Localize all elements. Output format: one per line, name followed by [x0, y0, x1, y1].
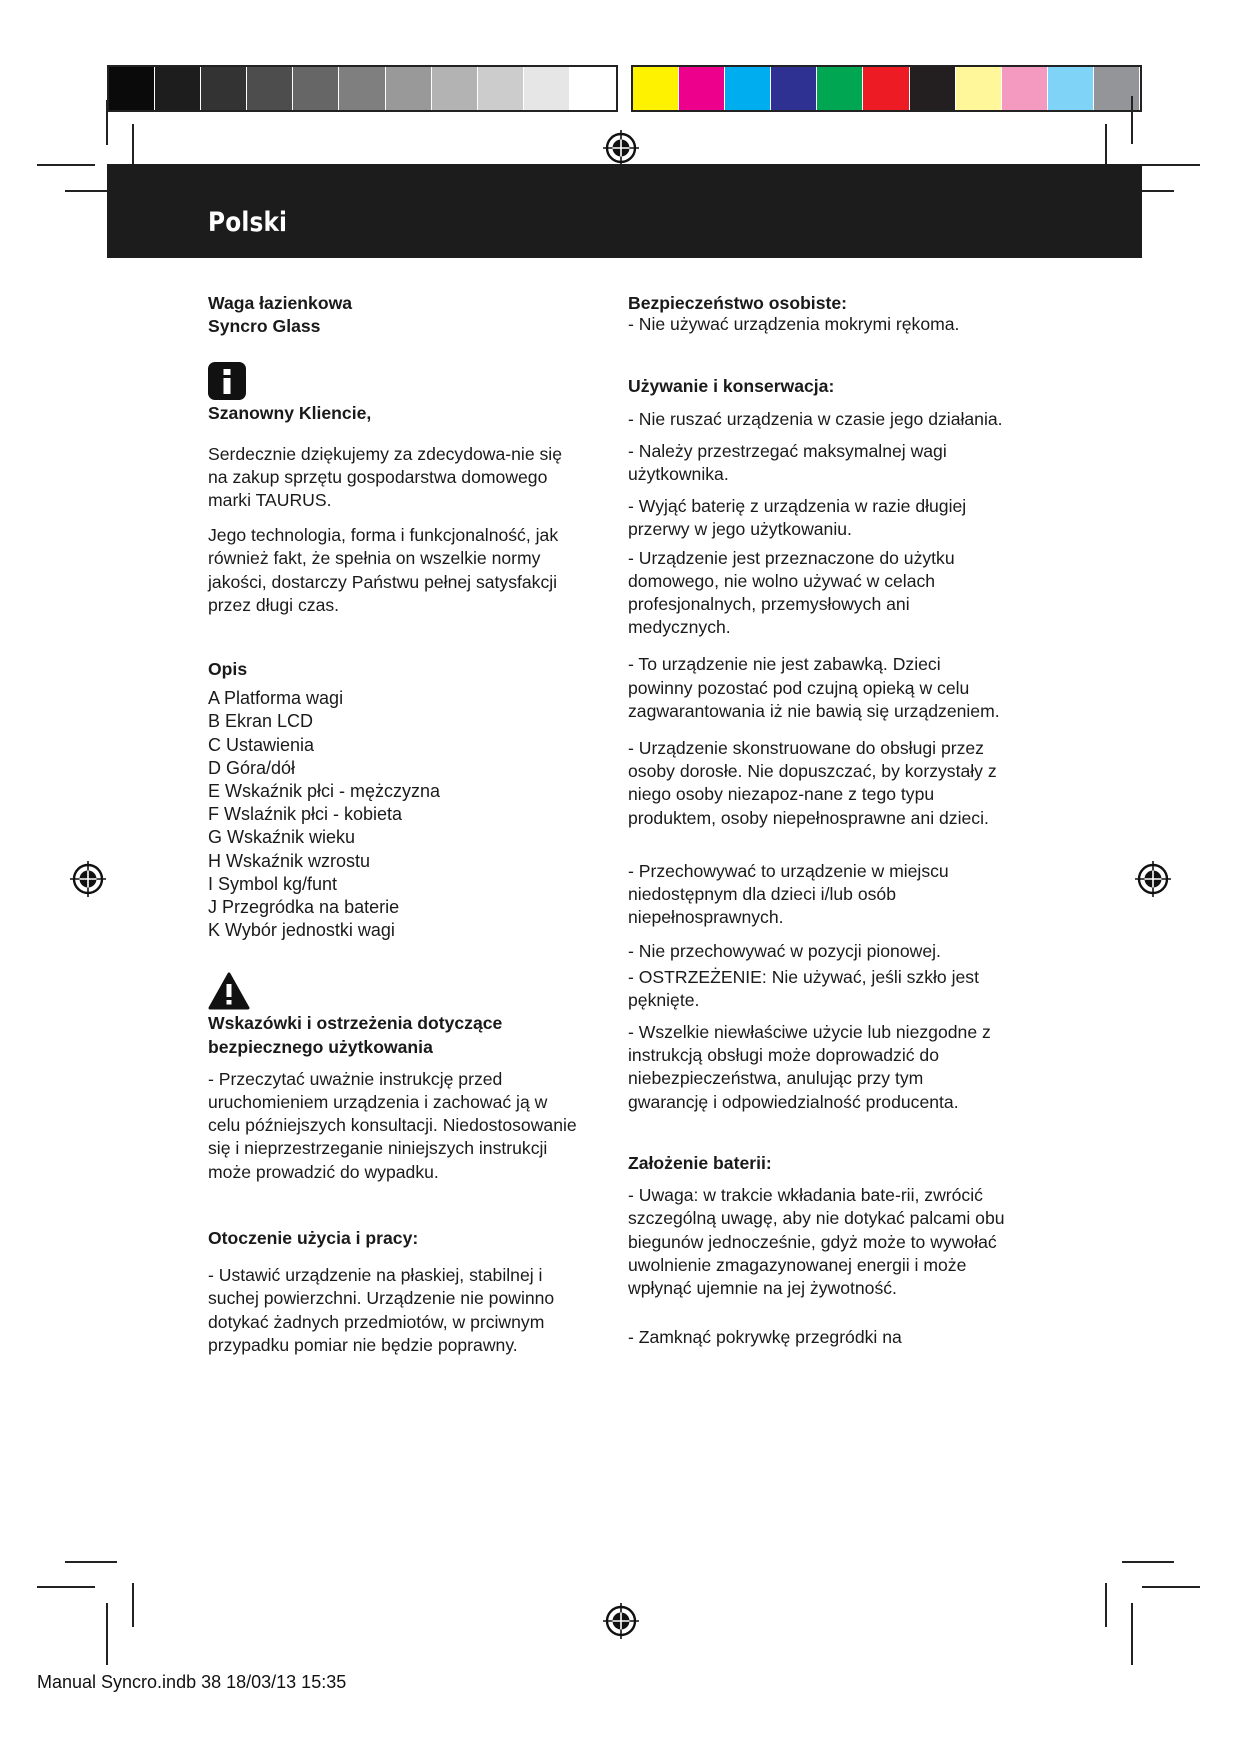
personal-safety-heading: Bezpieczeństwo osobiste: [628, 293, 847, 313]
environment-heading: Otoczenie użycia i pracy: [208, 1227, 419, 1248]
description-item-b: B Ekran LCD [208, 711, 314, 732]
color-swatch [910, 67, 956, 110]
description-item-k: K Wybór jednostki wagi [208, 920, 395, 941]
color-swatch [432, 67, 478, 110]
crop-mark [1142, 1586, 1200, 1588]
crop-mark [65, 1561, 117, 1563]
color-swatch [109, 67, 155, 110]
registration-mark-icon [601, 1601, 641, 1641]
color-swatch [863, 67, 909, 110]
description-list [208, 687, 578, 942]
description-item-g: G Wskaźnik wieku [208, 827, 356, 848]
crop-mark [1131, 96, 1133, 144]
environment-paragraph-1: - Ustawić urządzenie na płaskiej, stabilnej i suchej powierzchni. Urządzenie nie powinno dotykać żadnych przedmiotów, w prciwnym przypadku pomiar nie będzie poprawny. [208, 1265, 555, 1355]
use-paragraph-1: - Nie ruszać urządzenia w czasie jego działania. [628, 408, 1003, 429]
description-item-c: C Ustawienia [208, 734, 315, 755]
color-swatch [386, 67, 432, 110]
registration-mark-icon [1133, 859, 1173, 899]
color-swatch [570, 67, 616, 110]
color-swatch [1002, 67, 1048, 110]
color-calibration-bar [631, 65, 1142, 112]
color-swatch [478, 67, 524, 110]
description-item-d: D Góra/dół [208, 757, 296, 778]
battery-paragraph-1: - Uwaga: w trakcie wkładania bate-rii, zwrócić szczególną uwagę, aby nie dotykać palcami obu biegunów jednocześnie, gdyż może to wywołać uwolnienie zmagazynowanej energii i może wpłynąć ujemnie na jej żywotność. [628, 1185, 1005, 1298]
safety-heading: Wskazówki i ostrzeżenia dotyczące bezpiecznego użytkowania [208, 1013, 503, 1057]
personal-safety-paragraph-1: - Nie używać urządzenia mokrymi rękoma. [628, 314, 960, 335]
left-column [208, 292, 578, 1357]
product-name-line1: Waga łazienkowa [208, 293, 353, 313]
crop-mark [1122, 1561, 1174, 1563]
battery-paragraph-2: - Zamknąć pokrywkę przegródki na [628, 1327, 902, 1348]
language-title: Polski [208, 207, 288, 238]
use-paragraph-3: - Wyjąć baterię z urządzenia w razie długiej przerwy w jego użytkowaniu. [628, 496, 967, 540]
greeting: Szanowny Kliencie, [208, 403, 372, 424]
print-slug: Manual Syncro.indb 38 18/03/13 15:35 [37, 1672, 347, 1692]
description-item-i: I Symbol kg/funt [208, 873, 338, 894]
intro-paragraph-2: Jego technologia, forma i funkcjonalność, jak również fakt, że spełnia on wszelkie normy jakości, dostarczy Państwu pełnej satysfakcji przez długi czas. [208, 525, 559, 615]
description-item-j: J Przegródka na baterie [208, 897, 400, 918]
intro-paragraph-1: Serdecznie dziękujemy za zdecydowa-nie się na zakup sprzętu gospodarstwa domowego marki TAURUS. [208, 443, 563, 511]
crop-mark [1142, 164, 1200, 166]
use-paragraph-6: - Urządzenie skonstruowane do obsługi przez osoby dorosłe. Nie dopuszczać, by korzystały z niego osoby niezapoz-nane z tego typu produktem, osoby niepełnosprawne ani dzieci. [628, 738, 997, 828]
color-swatch [817, 67, 863, 110]
registration-mark-icon [68, 859, 108, 899]
color-swatch [339, 67, 385, 110]
color-swatch [725, 67, 771, 110]
description-heading: Opis [208, 659, 248, 680]
crop-mark [132, 1583, 134, 1627]
color-swatch [633, 67, 679, 110]
language-header-band [107, 164, 1142, 258]
product-name-line2: Syncro Glass [208, 316, 321, 337]
crop-mark [37, 1586, 95, 1588]
color-swatch [1048, 67, 1094, 110]
warning-icon [208, 972, 250, 1010]
use-paragraph-8: - Nie przechowywać w pozycji pionowej. [628, 941, 941, 962]
crop-mark [106, 1603, 108, 1665]
info-icon [208, 362, 246, 400]
battery-heading: Założenie baterii: [628, 1152, 772, 1173]
color-swatch [771, 67, 817, 110]
crop-mark [1105, 1583, 1107, 1627]
color-swatch [679, 67, 725, 110]
description-item-f: F Wslaźnik płci - kobieta [208, 804, 403, 825]
use-maintenance-heading: Używanie i konserwacja: [628, 376, 835, 397]
description-item-e: E Wskaźnik płci - mężczyzna [208, 781, 441, 802]
crop-mark [37, 164, 95, 166]
color-swatch [524, 67, 570, 110]
use-paragraph-2: - Należy przestrzegać maksymalnej wagi użytkownika. [628, 440, 947, 485]
crop-mark [106, 100, 108, 145]
registration-mark-icon [601, 128, 641, 168]
use-paragraph-4: - Urządzenie jest przeznaczone do użytku domowego, nie wolno używać w celach profesjonalnych, przemysłowych ani medycznych. [628, 547, 955, 638]
color-swatch [201, 67, 247, 110]
right-column [628, 292, 1008, 1349]
use-paragraph-7: - Przechowywać to urządzenie w miejscu niedostępnym dla dzieci i/lub osób niepełnosprawnych. [628, 860, 949, 928]
crop-mark [1131, 1603, 1133, 1665]
color-swatch [956, 67, 1002, 110]
description-item-a: A Platforma wagi [208, 688, 344, 709]
description-item-h: H Wskaźnik wzrostu [208, 850, 371, 871]
color-swatch [155, 67, 201, 110]
color-swatch [247, 67, 293, 110]
safety-paragraph-1: - Przeczytać uważnie instrukcję przed uruchomieniem urządzenia i zachować ją w celu późniejszych konsultacji. Niedostosowanie się i nieprzestrzeganie niniejszych instrukcji może prowadzić do wypadku. [208, 1068, 577, 1182]
gray-calibration-bar [107, 65, 618, 112]
use-paragraph-9: - OSTRZEŻENIE: Nie używać, jeśli szkło jest pęknięte. [628, 966, 979, 1010]
color-swatch [293, 67, 339, 110]
use-paragraph-10: - Wszelkie niewłaściwe użycie lub niezgodne z instrukcją obsługi może doprowadzić do niebezpieczeństwa, anulując przy tym gwarancję i odpowiedzialność producenta. [628, 1022, 991, 1112]
use-paragraph-5: - To urządzenie nie jest zabawką. Dzieci powinny pozostać pod czujną opieką w celu zagwarantowania iż nie bawią się urządzeniem. [628, 654, 1000, 721]
color-swatch [1094, 67, 1140, 110]
